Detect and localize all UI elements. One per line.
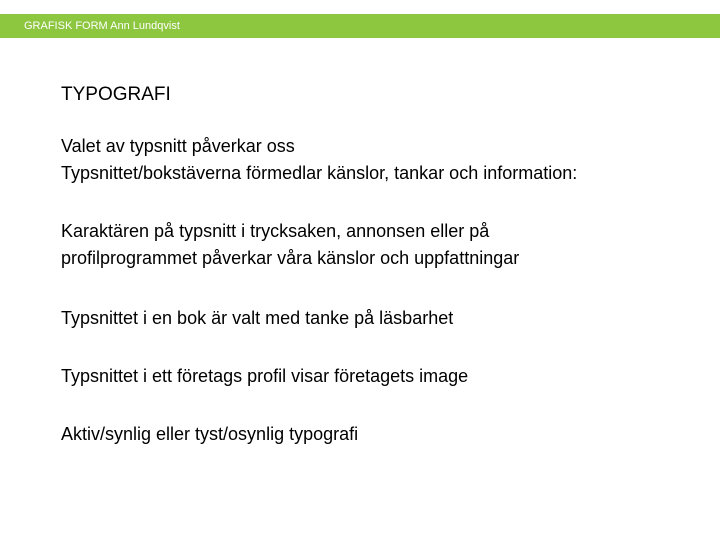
paragraph-company-image	[61, 363, 468, 390]
paragraph-typeface-character	[61, 218, 519, 272]
paragraph-typeface-choice	[61, 133, 577, 187]
paragraph-line: Aktiv/synlig eller tyst/osynlig typografi	[61, 424, 359, 444]
header-text: GRAFISK FORM Ann Lundqvist	[24, 20, 180, 32]
paragraph-line: Valet av typsnitt påverkar oss	[61, 136, 295, 156]
paragraph-line: Karaktären på typsnitt i trycksaken, annonsen eller på	[61, 221, 490, 241]
paragraph-line: profilprogrammet påverkar våra känslor och uppfattningar	[61, 248, 520, 268]
paragraph-book-legibility	[61, 305, 453, 332]
slide-title: TYPOGRAFI	[61, 84, 171, 105]
paragraph-line: Typsnittet i ett företags profil visar företagets image	[61, 366, 469, 386]
paragraph-line: Typsnittet i en bok är valt med tanke på läsbarhet	[61, 308, 454, 328]
paragraph-line: Typsnittet/bokstäverna förmedlar känslor, tankar och information:	[61, 163, 578, 183]
paragraph-active-passive	[61, 421, 358, 448]
header-bar	[0, 14, 720, 38]
